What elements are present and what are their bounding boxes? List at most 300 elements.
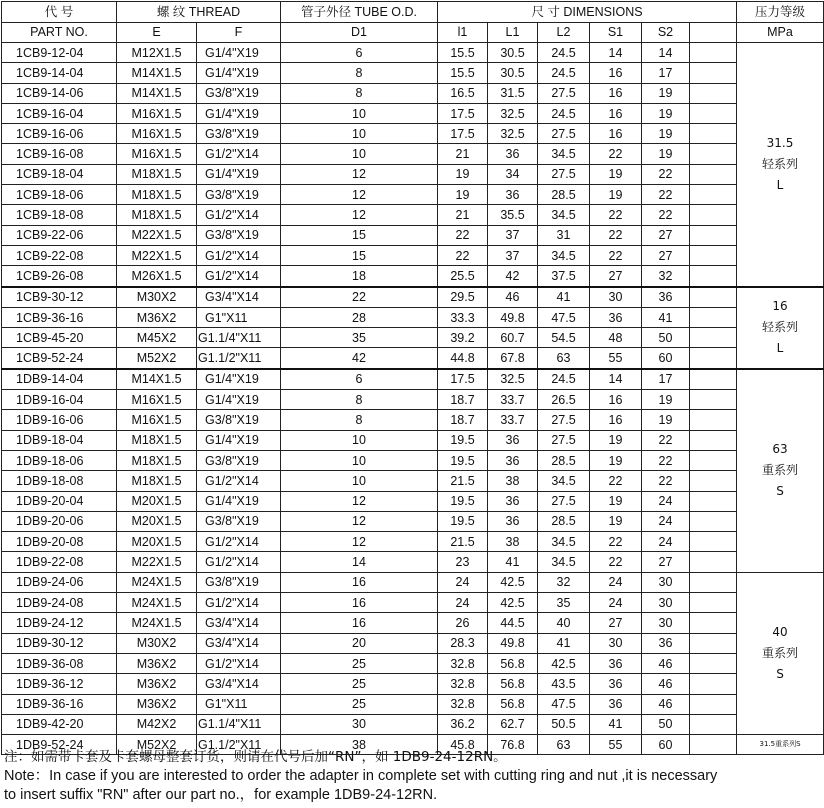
- thread-f-cell: G1/2"X14: [197, 653, 281, 673]
- dim-S1-cell: 16: [590, 410, 642, 430]
- dim-S2-cell: 50: [642, 714, 690, 734]
- table-row: [2, 83, 824, 103]
- pressure-value: 63: [772, 442, 788, 457]
- dim-L2-cell: 27.5: [538, 491, 590, 511]
- header-l1-small: l1: [438, 22, 488, 43]
- header-row-2: [2, 22, 824, 43]
- part-number-cell: 1CB9-36-16: [2, 307, 117, 327]
- part-number-cell: 1CB9-16-04: [2, 103, 117, 123]
- dim-S1-cell: 22: [590, 245, 642, 265]
- thread-e-cell: M24X1.5: [117, 572, 197, 592]
- dim-l1-cell: 16.5: [438, 83, 488, 103]
- part-number-cell: 1CB9-22-06: [2, 225, 117, 245]
- dim-S2-cell: 14: [642, 43, 690, 63]
- dim-S2-cell: 36: [642, 633, 690, 653]
- part-number-cell: 1DB9-36-16: [2, 694, 117, 714]
- part-number-cell: 1DB9-18-06: [2, 450, 117, 470]
- dim-S1-cell: 55: [590, 735, 642, 755]
- dim-S1-cell: 36: [590, 653, 642, 673]
- blank-cell: [690, 266, 737, 287]
- blank-cell: [690, 450, 737, 470]
- dim-S1-cell: 24: [590, 593, 642, 613]
- dim-S2-cell: 22: [642, 164, 690, 184]
- dim-L2-cell: 27.5: [538, 83, 590, 103]
- dim-S1-cell: 22: [590, 532, 642, 552]
- dim-L1-cell: 42: [488, 266, 538, 287]
- dim-L1-cell: 36: [488, 450, 538, 470]
- tube-od-cell: 10: [281, 430, 438, 450]
- thread-e-cell: M20X1.5: [117, 511, 197, 531]
- dim-S2-cell: 50: [642, 328, 690, 348]
- dim-L2-cell: 27.5: [538, 430, 590, 450]
- table-row: [2, 390, 824, 410]
- thread-e-cell: M36X2: [117, 674, 197, 694]
- dim-S2-cell: 27: [642, 552, 690, 572]
- dim-L1-cell: 32.5: [488, 103, 538, 123]
- dim-l1-cell: 17.5: [438, 369, 488, 390]
- dim-l1-cell: 18.7: [438, 390, 488, 410]
- thread-f-cell: G1"X11: [197, 694, 281, 714]
- blank-cell: [690, 593, 737, 613]
- blank-cell: [690, 307, 737, 327]
- thread-e-cell: M16X1.5: [117, 124, 197, 144]
- thread-e-cell: M30X2: [117, 633, 197, 653]
- thread-f-cell: G3/4"X14: [197, 674, 281, 694]
- dim-S1-cell: 48: [590, 328, 642, 348]
- part-number-cell: 1DB9-18-08: [2, 471, 117, 491]
- dim-L2-cell: 27.5: [538, 124, 590, 144]
- dim-l1-cell: 21: [438, 205, 488, 225]
- dim-l1-cell: 22: [438, 245, 488, 265]
- header-part-cn: 代 号: [2, 2, 117, 23]
- table-row: [2, 63, 824, 83]
- table-row: [2, 450, 824, 470]
- thread-f-cell: G3/8"X19: [197, 572, 281, 592]
- tube-od-cell: 18: [281, 266, 438, 287]
- tube-od-cell: 8: [281, 83, 438, 103]
- table-row: [2, 410, 824, 430]
- dim-S2-cell: 27: [642, 245, 690, 265]
- header-tube-od: 管子外径 TUBE O.D.: [281, 2, 438, 23]
- thread-e-cell: M16X1.5: [117, 144, 197, 164]
- dim-S1-cell: 36: [590, 674, 642, 694]
- dim-l1-cell: 15.5: [438, 63, 488, 83]
- thread-e-cell: M18X1.5: [117, 471, 197, 491]
- dim-S1-cell: 36: [590, 307, 642, 327]
- dim-L1-cell: 46: [488, 287, 538, 308]
- thread-f-cell: G3/8"X19: [197, 410, 281, 430]
- pressure-class-cell: [737, 572, 824, 734]
- thread-e-cell: M22X1.5: [117, 245, 197, 265]
- dim-S2-cell: 17: [642, 369, 690, 390]
- thread-f-cell: G3/8"X19: [197, 450, 281, 470]
- dim-L2-cell: 41: [538, 287, 590, 308]
- header-f: F: [197, 22, 281, 43]
- dim-S2-cell: 19: [642, 144, 690, 164]
- dim-l1-cell: 21.5: [438, 532, 488, 552]
- thread-f-cell: G1/2"X14: [197, 552, 281, 572]
- table-row: [2, 144, 824, 164]
- table-body: [2, 43, 824, 755]
- tube-od-cell: 20: [281, 633, 438, 653]
- blank-cell: [690, 471, 737, 491]
- thread-f-cell: G1/4"X19: [197, 63, 281, 83]
- part-number-cell: 1DB9-42-20: [2, 714, 117, 734]
- tube-od-cell: 25: [281, 694, 438, 714]
- thread-e-cell: M12X1.5: [117, 43, 197, 63]
- dim-L2-cell: 54.5: [538, 328, 590, 348]
- dim-S2-cell: 46: [642, 653, 690, 673]
- tube-od-cell: 10: [281, 144, 438, 164]
- dim-l1-cell: 15.5: [438, 43, 488, 63]
- dim-S2-cell: 22: [642, 450, 690, 470]
- part-number-cell: 1DB9-24-08: [2, 593, 117, 613]
- table-row: [2, 287, 824, 308]
- blank-cell: [690, 225, 737, 245]
- dim-S2-cell: 30: [642, 613, 690, 633]
- thread-f-cell: G3/4"X14: [197, 613, 281, 633]
- tube-od-cell: 8: [281, 390, 438, 410]
- dim-L2-cell: 34.5: [538, 144, 590, 164]
- thread-e-cell: M30X2: [117, 287, 197, 308]
- tube-od-cell: 42: [281, 348, 438, 369]
- header-part-no: PART NO.: [2, 22, 117, 43]
- part-number-cell: 1DB9-20-08: [2, 532, 117, 552]
- part-number-cell: 1DB9-36-12: [2, 674, 117, 694]
- part-number-cell: 1DB9-52-24: [2, 735, 117, 755]
- pressure-class-cell: [737, 369, 824, 572]
- dim-S2-cell: 27: [642, 225, 690, 245]
- blank-cell: [690, 348, 737, 369]
- dim-S2-cell: 30: [642, 572, 690, 592]
- dim-l1-cell: 24: [438, 572, 488, 592]
- table-row: [2, 164, 824, 184]
- dim-L1-cell: 31.5: [488, 83, 538, 103]
- blank-cell: [690, 674, 737, 694]
- dim-S2-cell: 19: [642, 83, 690, 103]
- dim-L2-cell: 28.5: [538, 450, 590, 470]
- dim-S1-cell: 16: [590, 124, 642, 144]
- table-row: [2, 43, 824, 63]
- dim-S2-cell: 24: [642, 491, 690, 511]
- header-thread: 螺 纹 THREAD: [117, 2, 281, 23]
- dim-S1-cell: 41: [590, 714, 642, 734]
- dim-L1-cell: 30.5: [488, 63, 538, 83]
- part-number-cell: 1CB9-16-08: [2, 144, 117, 164]
- pressure-value: 16: [772, 299, 788, 314]
- dim-S2-cell: 17: [642, 63, 690, 83]
- dim-S1-cell: 36: [590, 694, 642, 714]
- blank-cell: [690, 185, 737, 205]
- table-row: [2, 245, 824, 265]
- dim-S1-cell: 19: [590, 511, 642, 531]
- tube-od-cell: 12: [281, 185, 438, 205]
- thread-e-cell: M24X1.5: [117, 593, 197, 613]
- thread-f-cell: G1/4"X19: [197, 164, 281, 184]
- thread-e-cell: M18X1.5: [117, 205, 197, 225]
- blank-cell: [690, 63, 737, 83]
- blank-cell: [690, 633, 737, 653]
- dim-L2-cell: 41: [538, 633, 590, 653]
- part-number-cell: 1DB9-20-06: [2, 511, 117, 531]
- dim-L1-cell: 32.5: [488, 124, 538, 144]
- dim-S1-cell: 27: [590, 266, 642, 287]
- dim-l1-cell: 19: [438, 164, 488, 184]
- table-row: [2, 103, 824, 123]
- tube-od-cell: 38: [281, 735, 438, 755]
- thread-f-cell: G1.1/4"X11: [197, 328, 281, 348]
- dim-S1-cell: 14: [590, 369, 642, 390]
- tube-od-cell: 10: [281, 124, 438, 144]
- pressure-series: 轻系列: [761, 156, 798, 171]
- blank-cell: [690, 430, 737, 450]
- blank-cell: [690, 205, 737, 225]
- dim-S1-cell: 14: [590, 43, 642, 63]
- table-row: [2, 694, 824, 714]
- pressure-class-cell: [737, 43, 824, 287]
- dim-S1-cell: 19: [590, 185, 642, 205]
- tube-od-cell: 12: [281, 164, 438, 184]
- pressure-value: 40: [772, 624, 788, 639]
- note-chinese: 注：如需带卡套及卡套螺母整套订货，则请在代号后加“RN”，如 1DB9-24-12RN。: [4, 749, 507, 765]
- part-number-cell: 1CB9-14-06: [2, 83, 117, 103]
- dim-S2-cell: 36: [642, 287, 690, 308]
- dim-L2-cell: 31: [538, 225, 590, 245]
- thread-f-cell: G1.1/2"X11: [197, 735, 281, 755]
- blank-cell: [690, 245, 737, 265]
- thread-e-cell: M18X1.5: [117, 430, 197, 450]
- dim-L1-cell: 35.5: [488, 205, 538, 225]
- blank-cell: [690, 410, 737, 430]
- table-row: [2, 185, 824, 205]
- dim-l1-cell: 36.2: [438, 714, 488, 734]
- dim-S1-cell: 16: [590, 83, 642, 103]
- thread-e-cell: M20X1.5: [117, 491, 197, 511]
- tube-od-cell: 15: [281, 225, 438, 245]
- tube-od-cell: 15: [281, 245, 438, 265]
- table-row: [2, 430, 824, 450]
- dim-L2-cell: 37.5: [538, 266, 590, 287]
- thread-e-cell: M52X2: [117, 348, 197, 369]
- header-S2: S2: [642, 22, 690, 43]
- dim-L2-cell: 24.5: [538, 43, 590, 63]
- dim-l1-cell: 17.5: [438, 124, 488, 144]
- pressure-series: 轻系列: [761, 320, 798, 335]
- part-number-cell: 1DB9-30-12: [2, 633, 117, 653]
- blank-cell: [690, 124, 737, 144]
- pressure-series-code: S: [776, 484, 784, 499]
- part-number-cell: 1CB9-52-24: [2, 348, 117, 369]
- dim-L2-cell: 63: [538, 735, 590, 755]
- dim-L1-cell: 56.8: [488, 674, 538, 694]
- table-row: [2, 552, 824, 572]
- thread-f-cell: G1/2"X14: [197, 205, 281, 225]
- header-dimensions: 尺 寸 DIMENSIONS: [438, 2, 737, 23]
- dim-L2-cell: 34.5: [538, 205, 590, 225]
- tube-od-cell: 12: [281, 532, 438, 552]
- dim-L2-cell: 47.5: [538, 694, 590, 714]
- thread-f-cell: G3/8"X19: [197, 511, 281, 531]
- blank-cell: [690, 552, 737, 572]
- thread-e-cell: M18X1.5: [117, 185, 197, 205]
- thread-f-cell: G1/2"X14: [197, 532, 281, 552]
- tube-od-cell: 12: [281, 491, 438, 511]
- dim-l1-cell: 29.5: [438, 287, 488, 308]
- dim-L1-cell: 44.5: [488, 613, 538, 633]
- thread-e-cell: M14X1.5: [117, 63, 197, 83]
- dim-S1-cell: 22: [590, 552, 642, 572]
- dim-L1-cell: 56.8: [488, 653, 538, 673]
- tube-od-cell: 10: [281, 103, 438, 123]
- dim-L1-cell: 38: [488, 471, 538, 491]
- dim-L1-cell: 30.5: [488, 43, 538, 63]
- dim-S2-cell: 19: [642, 103, 690, 123]
- thread-e-cell: M16X1.5: [117, 103, 197, 123]
- tube-od-cell: 12: [281, 511, 438, 531]
- order-notes: [4, 748, 824, 805]
- dim-S1-cell: 30: [590, 287, 642, 308]
- dim-L2-cell: 42.5: [538, 653, 590, 673]
- table-row: [2, 266, 824, 287]
- header-S1: S1: [590, 22, 642, 43]
- blank-cell: [690, 613, 737, 633]
- dim-L2-cell: 50.5: [538, 714, 590, 734]
- part-number-cell: 1DB9-18-04: [2, 430, 117, 450]
- thread-e-cell: M45X2: [117, 328, 197, 348]
- table-row: [2, 511, 824, 531]
- thread-f-cell: G3/4"X14: [197, 633, 281, 653]
- part-number-cell: 1CB9-30-12: [2, 287, 117, 308]
- dim-S2-cell: 41: [642, 307, 690, 327]
- dim-l1-cell: 24: [438, 593, 488, 613]
- dim-l1-cell: 32.8: [438, 674, 488, 694]
- thread-e-cell: M22X1.5: [117, 225, 197, 245]
- dim-L1-cell: 36: [488, 185, 538, 205]
- table-row: [2, 348, 824, 369]
- pressure-series-code: L: [776, 177, 784, 192]
- tube-od-cell: 6: [281, 369, 438, 390]
- dim-l1-cell: 45.8: [438, 735, 488, 755]
- dim-S2-cell: 46: [642, 694, 690, 714]
- table-row: [2, 225, 824, 245]
- thread-e-cell: M36X2: [117, 307, 197, 327]
- thread-e-cell: M18X1.5: [117, 450, 197, 470]
- part-number-cell: 1DB9-24-06: [2, 572, 117, 592]
- dim-S1-cell: 24: [590, 572, 642, 592]
- dimensions-table: [1, 1, 824, 755]
- thread-e-cell: M22X1.5: [117, 552, 197, 572]
- thread-f-cell: G3/8"X19: [197, 83, 281, 103]
- blank-cell: [690, 511, 737, 531]
- table-row: [2, 328, 824, 348]
- tube-od-cell: 10: [281, 471, 438, 491]
- thread-f-cell: G3/8"X19: [197, 185, 281, 205]
- table-row: [2, 205, 824, 225]
- dim-S2-cell: 24: [642, 532, 690, 552]
- dim-l1-cell: 25.5: [438, 266, 488, 287]
- tube-od-cell: 6: [281, 43, 438, 63]
- table-row: [2, 674, 824, 694]
- dim-S1-cell: 30: [590, 633, 642, 653]
- dim-L1-cell: 36: [488, 511, 538, 531]
- table-row: [2, 572, 824, 592]
- dim-L1-cell: 49.8: [488, 633, 538, 653]
- header-row-1: [2, 2, 824, 23]
- thread-e-cell: M16X1.5: [117, 390, 197, 410]
- dim-l1-cell: 19.5: [438, 430, 488, 450]
- header-L1: L1: [488, 22, 538, 43]
- dim-L1-cell: 67.8: [488, 348, 538, 369]
- part-number-cell: 1DB9-22-08: [2, 552, 117, 572]
- dim-S1-cell: 19: [590, 450, 642, 470]
- header-blank: [690, 22, 737, 43]
- blank-cell: [690, 390, 737, 410]
- dim-l1-cell: 19.5: [438, 511, 488, 531]
- dim-S2-cell: 60: [642, 735, 690, 755]
- dim-S1-cell: 55: [590, 348, 642, 369]
- dim-L2-cell: 34.5: [538, 471, 590, 491]
- blank-cell: [690, 83, 737, 103]
- tube-od-cell: 14: [281, 552, 438, 572]
- dim-L2-cell: 27.5: [538, 410, 590, 430]
- table-row: [2, 124, 824, 144]
- dim-L1-cell: 60.7: [488, 328, 538, 348]
- dim-L2-cell: 32: [538, 572, 590, 592]
- dim-S1-cell: 16: [590, 390, 642, 410]
- tube-od-cell: 30: [281, 714, 438, 734]
- dim-L1-cell: 33.7: [488, 410, 538, 430]
- thread-e-cell: M52X2: [117, 735, 197, 755]
- tube-od-cell: 22: [281, 287, 438, 308]
- dim-L1-cell: 33.7: [488, 390, 538, 410]
- part-number-cell: 1DB9-24-12: [2, 613, 117, 633]
- tube-od-cell: 16: [281, 572, 438, 592]
- dim-L2-cell: 24.5: [538, 103, 590, 123]
- pressure-class-cell: [737, 287, 824, 369]
- dim-l1-cell: 21.5: [438, 471, 488, 491]
- part-number-cell: 1DB9-20-04: [2, 491, 117, 511]
- dim-L1-cell: 76.8: [488, 735, 538, 755]
- dim-l1-cell: 18.7: [438, 410, 488, 430]
- dim-l1-cell: 26: [438, 613, 488, 633]
- dim-S1-cell: 27: [590, 613, 642, 633]
- tube-od-cell: 28: [281, 307, 438, 327]
- dim-L1-cell: 36: [488, 430, 538, 450]
- dim-S2-cell: 24: [642, 511, 690, 531]
- dim-l1-cell: 19: [438, 185, 488, 205]
- tube-od-cell: 12: [281, 205, 438, 225]
- dim-S2-cell: 30: [642, 593, 690, 613]
- thread-e-cell: M26X1.5: [117, 266, 197, 287]
- blank-cell: [690, 369, 737, 390]
- tube-od-cell: 16: [281, 613, 438, 633]
- part-number-cell: 1DB9-36-08: [2, 653, 117, 673]
- thread-f-cell: G1/2"X14: [197, 471, 281, 491]
- blank-cell: [690, 144, 737, 164]
- table-header: [2, 2, 824, 43]
- thread-f-cell: G1/4"X19: [197, 491, 281, 511]
- dim-L2-cell: 34.5: [538, 245, 590, 265]
- table-row: [2, 369, 824, 390]
- thread-e-cell: M24X1.5: [117, 613, 197, 633]
- part-number-cell: 1CB9-22-08: [2, 245, 117, 265]
- dim-l1-cell: 33.3: [438, 307, 488, 327]
- thread-f-cell: G1/2"X14: [197, 593, 281, 613]
- dim-L2-cell: 24.5: [538, 63, 590, 83]
- tube-od-cell: 25: [281, 653, 438, 673]
- pressure-small-label: 31.5重系列S: [759, 740, 801, 749]
- dim-S2-cell: 60: [642, 348, 690, 369]
